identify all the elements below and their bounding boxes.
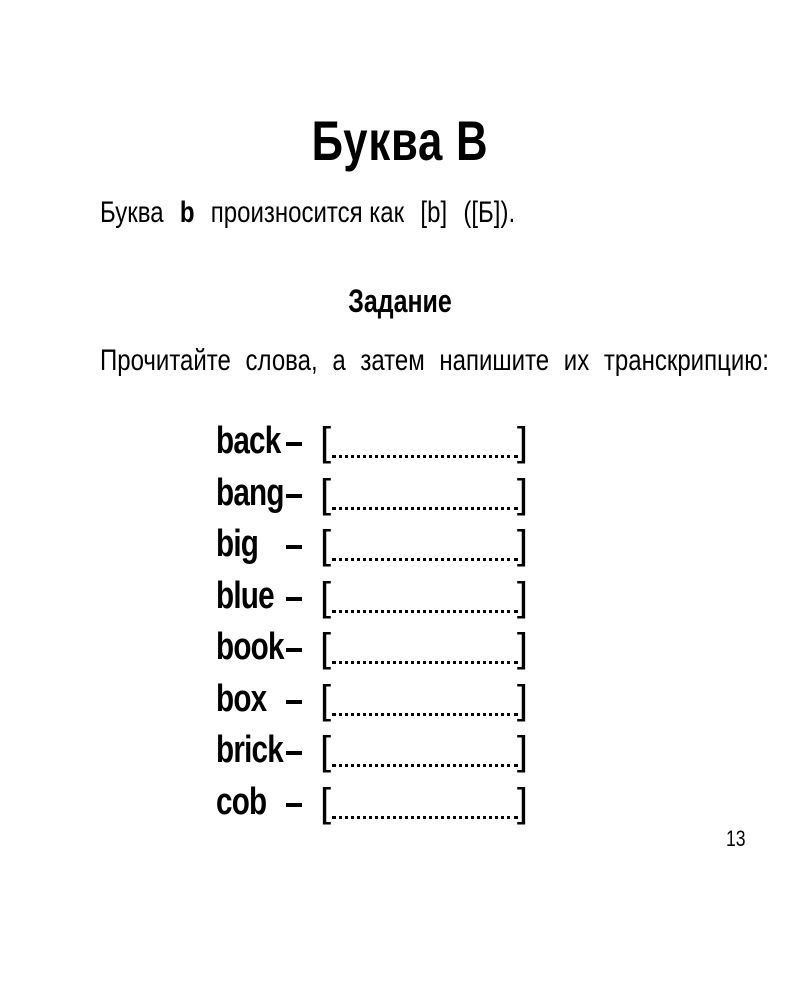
dash <box>286 751 302 755</box>
word-row <box>216 523 546 575</box>
word-row <box>216 420 546 472</box>
word-row <box>216 678 546 730</box>
word: big <box>216 523 259 565</box>
transcription-blank[interactable]: [ ] <box>320 626 528 670</box>
word: box <box>216 677 267 720</box>
dash <box>286 442 302 446</box>
dash <box>286 803 302 807</box>
instruction-text: Прочитайте слова, а затем напишите их транскрипцию: <box>100 344 769 377</box>
transcription-blank[interactable]: [ ] <box>320 729 528 773</box>
intro-sentence <box>100 196 515 230</box>
intro-transcription: [b] <box>420 196 448 229</box>
word-row <box>216 729 546 781</box>
transcription-blank[interactable]: [ ] <box>320 574 528 619</box>
transcription-blank[interactable]: [ ] <box>320 677 528 722</box>
word-list <box>216 420 546 832</box>
page-number: 13 <box>726 826 746 851</box>
word-row <box>216 472 546 524</box>
word: cob <box>216 780 267 823</box>
transcription-blank[interactable]: [ ] <box>320 471 528 516</box>
intro-prefix: Буква <box>100 196 164 229</box>
word-row <box>216 781 546 833</box>
dash <box>286 494 302 498</box>
transcription-blank[interactable]: [ ] <box>320 420 528 464</box>
dash <box>286 545 302 549</box>
dash <box>286 648 302 652</box>
word: brick <box>216 729 283 771</box>
transcription-blank[interactable]: [ ] <box>320 780 528 825</box>
word: blue <box>216 574 274 617</box>
page-title: Буква B <box>311 109 489 172</box>
intro-russian: ([Б]). <box>463 196 516 229</box>
dash <box>286 700 302 704</box>
word: back <box>216 420 281 462</box>
intro-middle: произносится как <box>210 196 405 229</box>
dash <box>286 597 302 601</box>
word: book <box>216 626 284 668</box>
transcription-blank[interactable]: [ ] <box>320 523 528 567</box>
word-row <box>216 575 546 627</box>
task-heading: Задание <box>348 283 452 319</box>
word-row <box>216 626 546 678</box>
intro-letter: b <box>179 196 195 229</box>
word: bang <box>216 471 284 514</box>
